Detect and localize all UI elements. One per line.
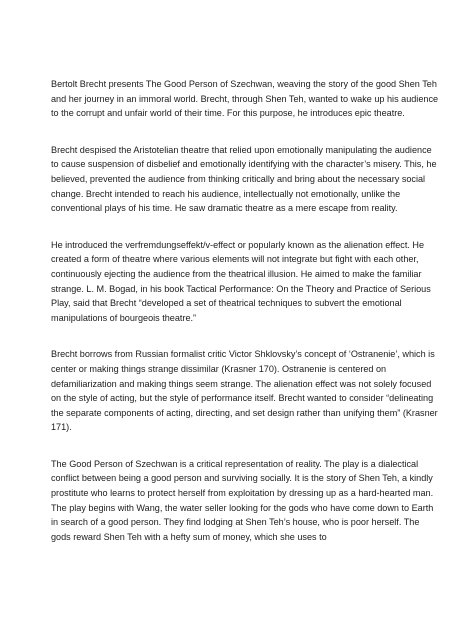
paragraph-good-person-summary: The Good Person of Szechwan is a critical representation of reality. The play is a dialectical conflict between being a good person and surviving socially. It is the story of Shen Teh, a kindly prostitute who learns to protect herself from exploitation by dressing up as a hard-hearted man. The play begins with Wang, the water seller looking for the gods who have come down to Earth in search of a good person. They find lodging at Shen Teh’s house, who is poor herself. The gods reward Shen Teh with a hefty sum of money, which she uses to bbox=[51, 458, 434, 542]
paragraph-ostranenie: Brecht borrows from Russian formalist critic Victor Shklovsky’s concept of ‘Ostranenie’, which is center or making things strange dissimilar (Krasner 170). Ostranenie is centered on defamiliarization and making things seem strange. The alienation effect was not solely focused on the style of acting, but the style of performance itself. Brecht wanted to consider “delineating the separate components of acting, directing, and set design rather than unifying them” (Krasner 171). bbox=[51, 349, 438, 433]
paragraph-alienation-effect: He introduced the verfremdungseffekt/v-effect or popularly known as the alienation effect. He created a form of theatre where various elements will not integrate but fight with each other, continuously ejecting the audience from the theatrical illusion. He aimed to make the familiar strange. L. M. Bogad, in his book Tactical Performance: On the Theory and Practice of Serious Play, said that Brecht “developed a set of theatrical techniques to subvert the emotional manipulations of bourgeois theatre.” bbox=[51, 239, 431, 323]
paragraph-intro: Bertolt Brecht presents The Good Person of Szechwan, weaving the story of the good Shen Teh and her journey in an immoral world. Brecht, through Shen Teh, wanted to wake up his audience to the corrupt and unfair world of their time. For this purpose, he introduces epic theatre. bbox=[51, 79, 439, 119]
paragraph-aristotelian-theatre: Brecht despised the Aristotelian theatre that relied upon emotionally manipulating the audience to cause suspension of disbelief and emotionally identifying with the character’s misery. This, he believed, prevented the audience from thinking critically and bring about the necessary social change. Brecht intended to reach his audience, intellectually not emotionally, unlike the conventional plays of his time. He saw dramatic theatre as a mere escape from reality. bbox=[51, 144, 437, 214]
